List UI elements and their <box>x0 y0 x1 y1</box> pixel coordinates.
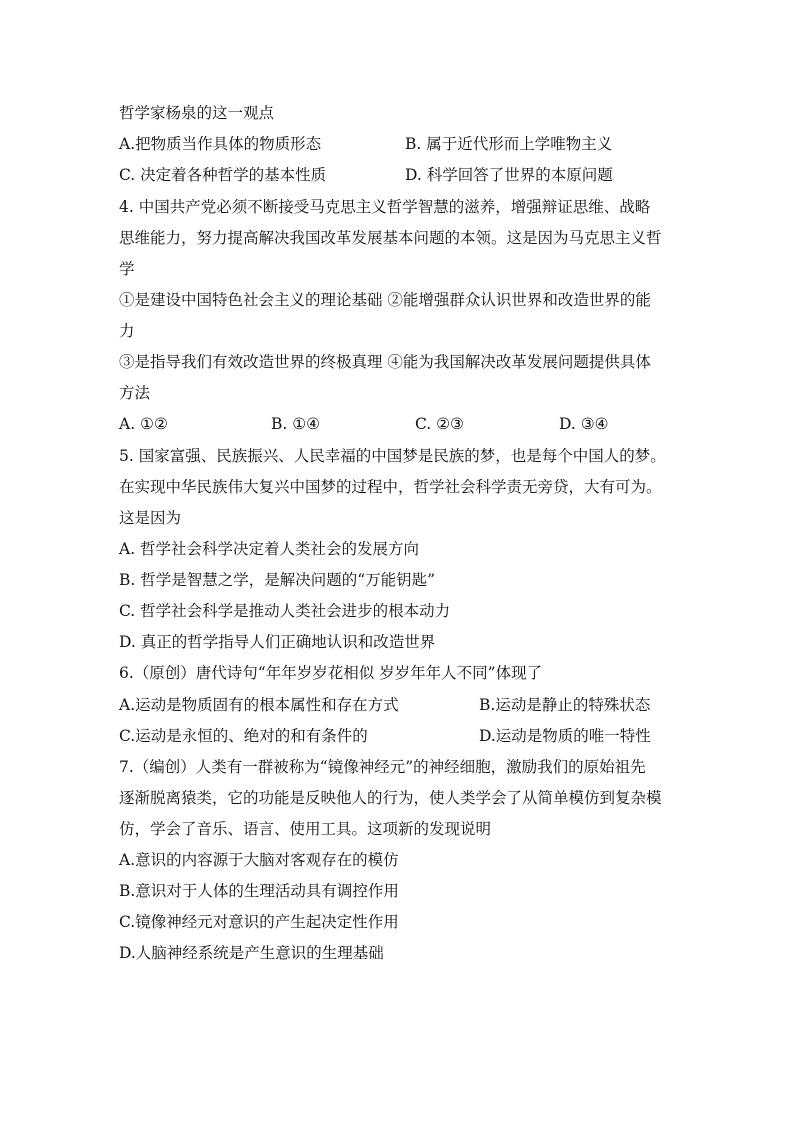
q4-statement-line: ①是建设中国特色社会主义的理论基础 ②能增强群众认识世界和改造世界的能 <box>119 291 651 309</box>
q3-option-a: A.把物质当作具体的物质形态 <box>119 135 322 153</box>
q4-statement-line: 力 <box>119 322 135 340</box>
q6-stem: 6.（原创）唐代诗句“年年岁岁花相似 岁岁年年人不同”体现了 <box>119 664 543 682</box>
q6-option-d: D.运动是物质的唯一特性 <box>479 727 651 745</box>
q4-option-a: A. ①② <box>119 415 168 433</box>
q5-option-c: C. 哲学社会科学是推动人类社会进步的根本动力 <box>119 602 451 620</box>
q6-option-b: B.运动是静止的特殊状态 <box>479 696 651 714</box>
q6-option-c: C.运动是永恒的、绝对的和有条件的 <box>119 727 368 745</box>
q5-option-b: B. 哲学是智慧之学，是解决问题的“万能钥匙” <box>119 571 436 589</box>
q5-option-a: A. 哲学社会科学决定着人类社会的发展方向 <box>119 540 420 558</box>
q4-option-d: D. ③④ <box>559 415 609 433</box>
q6-option-a: A.运动是物质固有的根本属性和存在方式 <box>119 696 399 714</box>
q7-stem-line: 7.（编创）人类有一群被称为“镜像神经元”的神经细胞，激励我们的原始祖先 <box>119 758 646 776</box>
q5-option-d: D. 真正的哲学指导人们正确地认识和改造世界 <box>119 633 436 651</box>
q4-option-c: C. ②③ <box>415 415 464 433</box>
q4-statement-line: ③是指导我们有效改造世界的终极真理 ④能为我国解决改革发展问题提供具体 <box>119 353 651 371</box>
q7-option-d: D.人脑神经系统是产生意识的生理基础 <box>119 944 384 962</box>
intro-line: 哲学家杨泉的这一观点 <box>119 104 275 122</box>
q4-option-b: B. ①④ <box>271 415 321 433</box>
q3-option-c: C. 决定着各种哲学的基本性质 <box>119 166 327 184</box>
q7-stem-line: 逐渐脱离猿类，它的功能是反映他人的行为，使人类学会了从简单模仿到复杂模 <box>119 789 662 807</box>
q5-stem-line: 这是因为 <box>119 509 182 527</box>
q7-option-b: B.意识对于人体的生理活动具有调控作用 <box>119 882 399 900</box>
q7-option-a: A.意识的内容源于大脑对客观存在的模仿 <box>119 851 399 869</box>
q7-option-c: C.镜像神经元对意识的产生起决定性作用 <box>119 913 399 931</box>
q5-stem-line: 5. 国家富强、民族振兴、人民幸福的中国梦是民族的梦，也是每个中国人的梦。 <box>119 447 666 465</box>
q4-stem-line: 学 <box>119 260 135 278</box>
q3-option-d: D. 科学回答了世界的本原问题 <box>405 166 613 184</box>
q4-statement-line: 方法 <box>119 384 151 402</box>
q7-stem-line: 仿，学会了音乐、语言、使用工具。这项新的发现说明 <box>119 820 492 838</box>
q4-stem-line: 4. 中国共产党必须不断接受马克思主义哲学智慧的滋养，增强辩证思维、战略 <box>119 198 651 216</box>
q5-stem-line: 在实现中华民族伟大复兴中国梦的过程中，哲学社会科学责无旁贷，大有可为。 <box>119 478 662 496</box>
q3-option-b: B. 属于近代形而上学唯物主义 <box>405 135 613 153</box>
q4-stem-line: 思维能力，努力提高解决我国改革发展基本问题的本领。这是因为马克思主义哲 <box>119 229 662 247</box>
